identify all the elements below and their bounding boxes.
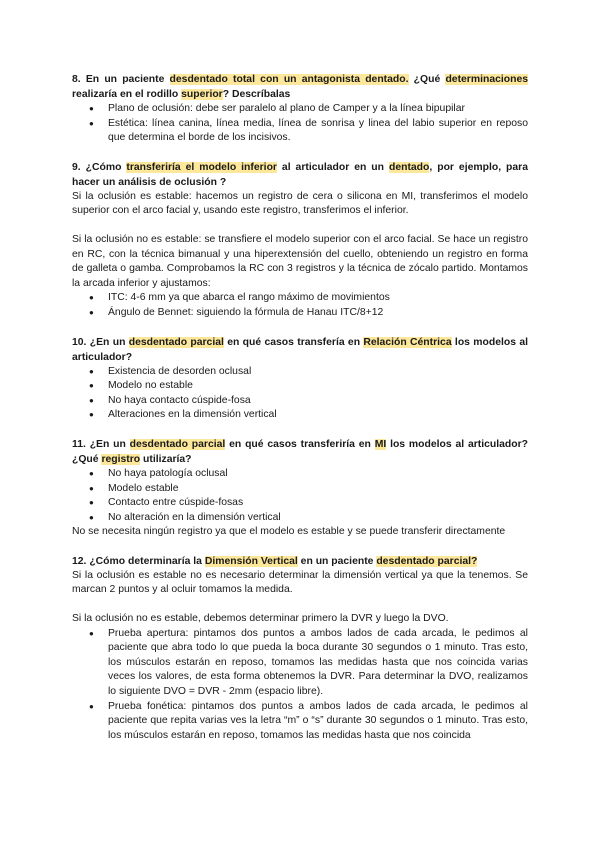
- question-12-heading: 12. ¿Cómo determinaría la Dimensión Vertical en un paciente desdentado parcial?: [72, 555, 478, 567]
- question-9-heading: 9. ¿Cómo transferiría el modelo inferior al articulador en un dentado, por ejemplo, para hacer un análisis de oclusión ?: [72, 161, 528, 188]
- list-item: ● Modelo no estable: [108, 379, 528, 394]
- question-9-list: [72, 291, 528, 320]
- list-item: ● Prueba fonética: pintamos dos puntos a ambos lados de cada arcada, le pedimos al paciente que repita varias ves la letra “m” o “s” durante 30 segundos o 1 minuto. Tras esto, los músculos estarán en reposo, tomamos las medidas hasta que nos coincida: [108, 700, 528, 744]
- list-item: ● Modelo estable: [108, 482, 528, 497]
- highlight: desdentado parcial?: [376, 555, 478, 567]
- paragraph: No se necesita ningún registro ya que el modelo es estable y se puede transferir directamente: [72, 526, 506, 538]
- list-item: ● No haya contacto cúspide-fosa: [108, 394, 528, 409]
- list-item: ● No alteración en la dimensión vertical: [108, 511, 528, 526]
- list-item: ● Contacto entre cúspide-fosas: [108, 496, 528, 511]
- question-8-list: [72, 102, 528, 146]
- highlight: superior: [181, 89, 223, 100]
- highlight: desdentado total con un antagonista dentado.: [169, 74, 409, 85]
- list-item: ● Estética: línea canina, línea media, línea de sonrisa y linea del labio superior en reposo que determina el borde de los incisivos.: [108, 117, 528, 146]
- question-12-list: [72, 627, 528, 744]
- question-8-heading: 8. En un paciente desdentado total con un antagonista dentado. ¿Qué determinaciones realizaría en el rodillo superior? Descríbalas: [72, 74, 529, 100]
- question-11-heading: 11. ¿En un desdentado parcial en qué casos transferiría en MI los modelos al articulador?¿Qué registro utilizaría?: [72, 438, 528, 465]
- document-page: [72, 72, 528, 743]
- list-item: ● Existencia de desorden oclusal: [108, 365, 528, 380]
- highlight: MI: [374, 438, 387, 450]
- list-item: ● Alteraciones en la dimensión vertical: [108, 408, 528, 423]
- highlight: determinaciones: [445, 74, 529, 85]
- highlight: desdentado parcial: [128, 336, 224, 348]
- question-11-list: [72, 467, 528, 525]
- paragraph: Si la oclusión es estable: hacemos un registro de cera o silicona en MI, transferimos el modelo superior con el arco facial y, usando este registro, transferimos el inferior.: [72, 190, 528, 217]
- highlight: desdentado parcial: [129, 438, 226, 450]
- paragraph: Si la oclusión es estable no es necesario determinar la dimensión vertical ya que la tenemos. Se marcan 2 puntos y al ocluir tomamos la medida.: [72, 569, 528, 596]
- highlight: transferiría el modelo inferior: [126, 161, 277, 173]
- paragraph: Si la oclusión no es estable, debemos determinar primero la DVR y luego la DVO.: [72, 613, 449, 625]
- list-item: ● Plano de oclusión: debe ser paralelo al plano de Camper y a la línea bipupilar: [108, 102, 528, 117]
- highlight: Dimensión Vertical: [204, 555, 298, 567]
- list-item: ● No haya patología oclusal: [108, 467, 528, 482]
- list-item: ● ITC: 4-6 mm ya que abarca el rango máximo de movimientos: [108, 291, 528, 306]
- highlight: Relación Céntrica: [363, 336, 452, 348]
- question-10-heading: 10. ¿En un desdentado parcial en qué casos transfería en Relación Céntrica los modelos al articulador?: [72, 336, 528, 363]
- highlight: registro: [101, 453, 141, 465]
- paragraph: Si la oclusión no es estable: se transfiere el modelo superior con el arco facial. Se hace un registro en RC, con la técnica bimanual y una hiperextensión del cuello, obteniendo un registro en forma de galleta o gamba. Comprobamos la RC con 3 registros y la técnica de zócalo partido. Montamos la arcada inferior y ajustamos:: [72, 233, 528, 289]
- question-10-list: [72, 365, 528, 423]
- list-item: ● Prueba apertura: pintamos dos puntos a ambos lados de cada arcada, le pedimos al paciente que abra todo lo que pueda la boca durante 30 segundos o 1 minuto. Tras esto, los músculos estarán en reposo, tomamos las medidas hasta que nos coincida varias veces los valores, de esta forma obtenemos la DVR. Para determinar la DVO, realizamos lo siguiente DVO = DVR - 2mm (espacio libre).: [108, 627, 528, 700]
- list-item: ● Ángulo de Bennet: siguiendo la fórmula de Hanau ITC/8+12: [108, 306, 528, 321]
- highlight: dentado: [388, 161, 430, 173]
